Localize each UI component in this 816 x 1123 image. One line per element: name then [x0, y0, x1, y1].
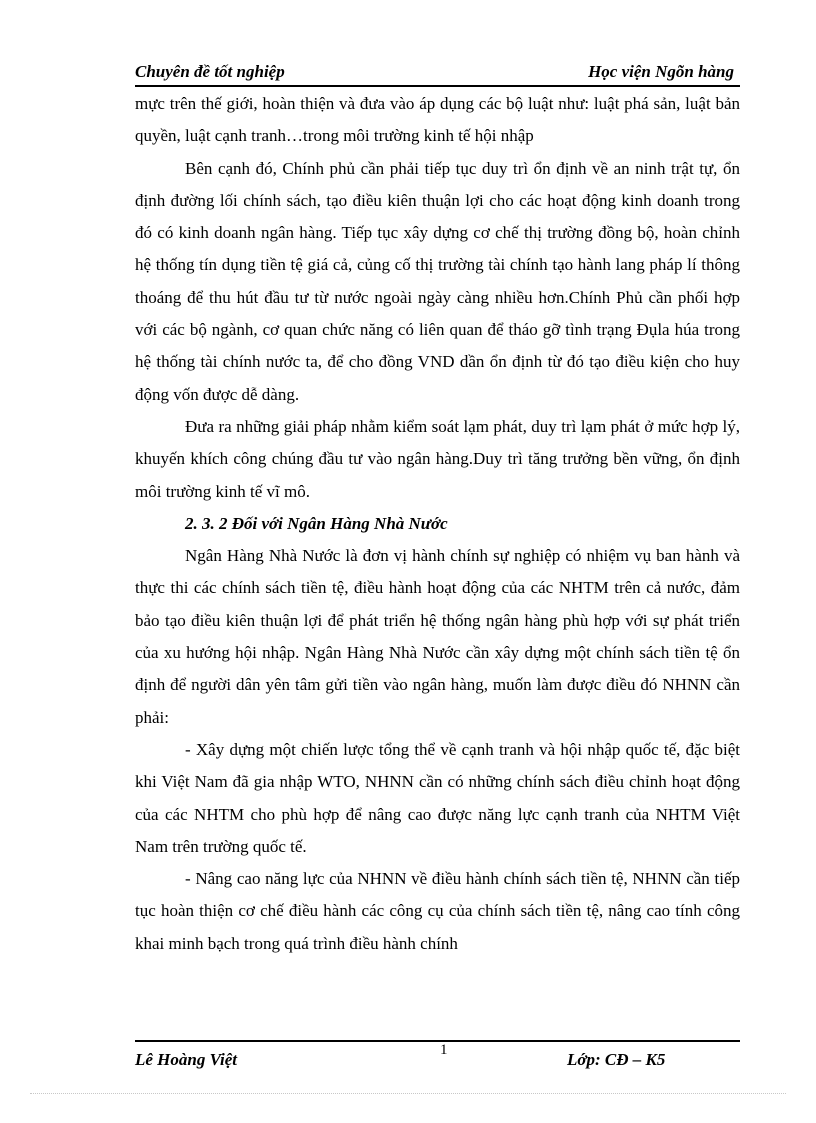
section-heading: 2. 3. 2 Đối với Ngân Hàng Nhà Nước: [185, 513, 448, 533]
list-item-strategy: - Xây dựng một chiến lược tổng thể về cạnh tranh và hội nhập quốc tế, đặc biệt khi Việt Nam đã gia nhập WTO, NHNN cần có những chính sách điều chỉnh hoạt động của các NHTM cho phù hợp để nâng cao được năng lực cạnh tranh của NHTM Việt Nam trên trường quốc tế.: [135, 739, 740, 856]
header-document-type: Chuyên đề tốt nghiệp: [135, 62, 285, 81]
paragraph-state-bank: Ngân Hàng Nhà Nước là đơn vị hành chính sự nghiệp có nhiệm vụ ban hành và thực thi các chính sách tiền tệ, điều hành hoạt động của các NHTM trên cả nước, đảm bảo tạo điều kiên thuận lợi để phát triển hệ thống ngân hàng phù hợp với sự phát triển của xu hướng hội nhập. Ngân Hàng Nhà Nước cần xây dựng một chính sách tiền tệ ổn định để người dân yên tâm gửi tiền vào ngân hàng, muốn làm được điều đó NHNN cần phải:: [135, 546, 740, 727]
footer-class: Lớp: CĐ – K5: [567, 1050, 666, 1069]
page-number: 1: [440, 1042, 448, 1058]
footer-author: Lê Hoàng Việt: [135, 1050, 237, 1069]
paragraph-government: Bên cạnh đó, Chính phủ cần phải tiếp tục duy trì ổn định về an ninh trật tự, ổn định đường lối chính sách, tạo điều kiên thuận lợi cho các hoạt động kinh doanh trong đó có kinh doanh ngân hàng. Tiếp tục xây dựng cơ chế thị trường đồng bộ, hoàn chỉnh hệ thống tín dụng tiền tệ giá cả, củng cố thị trường tài chính tạo hành lang pháp lí thông thoáng để thu hút đầu tư từ nước ngoài ngày càng nhiều hơn.Chính Phủ cần phối hợp với các bộ ngành, cơ quan chức năng có liên quan để tháo gỡ tình trạng Đụla húa trong hệ thống tài chính nước ta, để cho đồng VND dần ổn định từ đó tạo điều kiện cho huy động vốn được dễ dàng.: [135, 158, 740, 404]
header-institution: Học viện Ngõn hàng: [588, 62, 734, 81]
list-item-capacity: - Nâng cao năng lực của NHNN về điều hành chính sách tiền tệ, NHNN cần tiếp tục hoàn thiện cơ chế điều hành các công cụ của chính sách tiền tệ, nâng cao tính công khai minh bạch trong quá trình điều hành chính: [135, 869, 740, 953]
paragraph-inflation: Đưa ra những giải pháp nhằm kiểm soát lạm phát, duy trì lạm phát ở mức hợp lý, khuyến khích công chúng đầu tư vào ngân hàng.Duy trì tăng trưởng bền vững, ổn định môi trường kinh tế vĩ mô.: [135, 416, 740, 501]
page-footer: [135, 1040, 740, 1072]
page-bottom-divider: [30, 1093, 786, 1094]
document-body: [135, 88, 740, 960]
paragraph-continuation: mực trên thế giới, hoàn thiện và đưa vào áp dụng các bộ luật như: luật phá sản, luật bản quyền, luật cạnh tranh…trong môi trường kinh tế hội nhập: [135, 94, 740, 146]
page-header: [135, 60, 740, 87]
